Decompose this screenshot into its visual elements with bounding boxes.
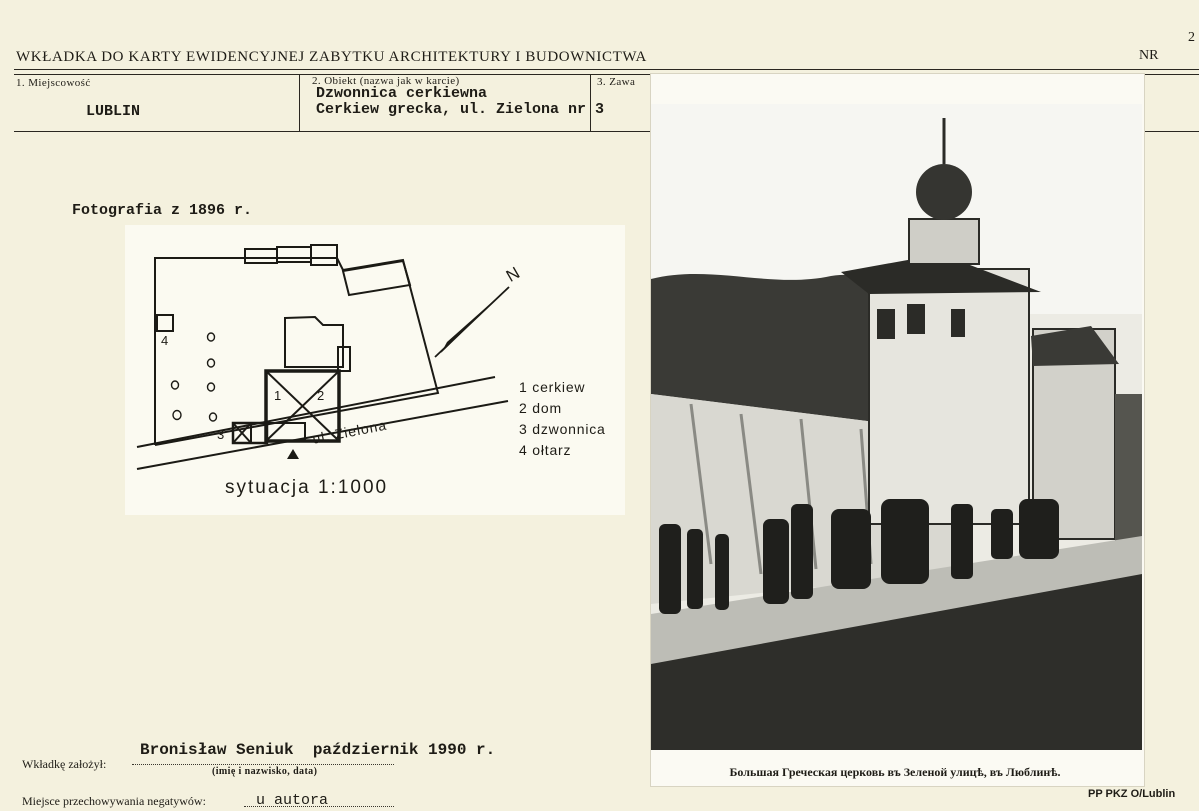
photo-date-note: Fotografia z 1896 r.	[72, 202, 253, 219]
institution-stamp: PP PKZ O/Lublin	[1088, 788, 1176, 800]
site-plan-drawing	[125, 225, 625, 515]
plan-legend	[519, 377, 606, 461]
field-1-label: 1. Miejscowość	[16, 77, 91, 89]
plan-number-2: 2	[317, 388, 325, 403]
site-plan-card	[125, 225, 625, 515]
plan-number-3: 3	[217, 427, 225, 442]
plan-number-4: 4	[161, 333, 169, 348]
field-2-value-line2: Cerkiew grecka, ul. Zielona nr 3	[316, 101, 605, 118]
negatives-label: Miejsce przechowywania negatywów:	[22, 794, 206, 808]
plan-number-1: 1	[274, 388, 282, 403]
field-2-label: 2. Obiekt (nazwa jak w karcie)	[312, 75, 460, 87]
street-label: ul. Zielona	[311, 416, 389, 447]
legend-item-oltarz: 4 ołtarz	[519, 442, 572, 458]
nr-value: 2	[1188, 30, 1195, 45]
legend-item-cerkiew: 1 cerkiew	[519, 379, 586, 395]
header-rule-top	[14, 69, 1199, 70]
field-divider-1	[299, 74, 300, 131]
founder-dotted-line	[132, 764, 394, 765]
legend-item-dom: 2 dom	[519, 400, 562, 416]
negatives-value: u autora	[256, 792, 329, 809]
founder-hint: (imię i nazwisko, data)	[212, 766, 318, 777]
historic-photo	[651, 104, 1142, 750]
field-2-value-line1: Dzwonnica cerkiewna	[316, 85, 488, 102]
nr-label: NR	[1139, 48, 1159, 63]
church-street-illustration	[651, 104, 1142, 750]
field-3-label: 3. Zawa	[597, 76, 636, 88]
photo-caption: Большая Греческая церковь въ Зеленой улицѣ, въ Люблинѣ.	[729, 765, 1061, 779]
plan-scale: sytuacja 1:1000	[225, 477, 389, 498]
founder-value: Bronisław Seniuk październik 1990 r.	[140, 741, 496, 759]
field-1-value: LUBLIN	[86, 103, 141, 120]
form-title: WKŁADKA DO KARTY EWIDENCYJNEJ ZABYTKU ARCHITEKTURY I BUDOWNICTWA	[16, 49, 647, 65]
north-label: N	[502, 263, 523, 286]
founder-label: Wkładkę założył:	[22, 757, 107, 771]
legend-item-dzwonnica: 3 dzwonnica	[519, 421, 606, 437]
